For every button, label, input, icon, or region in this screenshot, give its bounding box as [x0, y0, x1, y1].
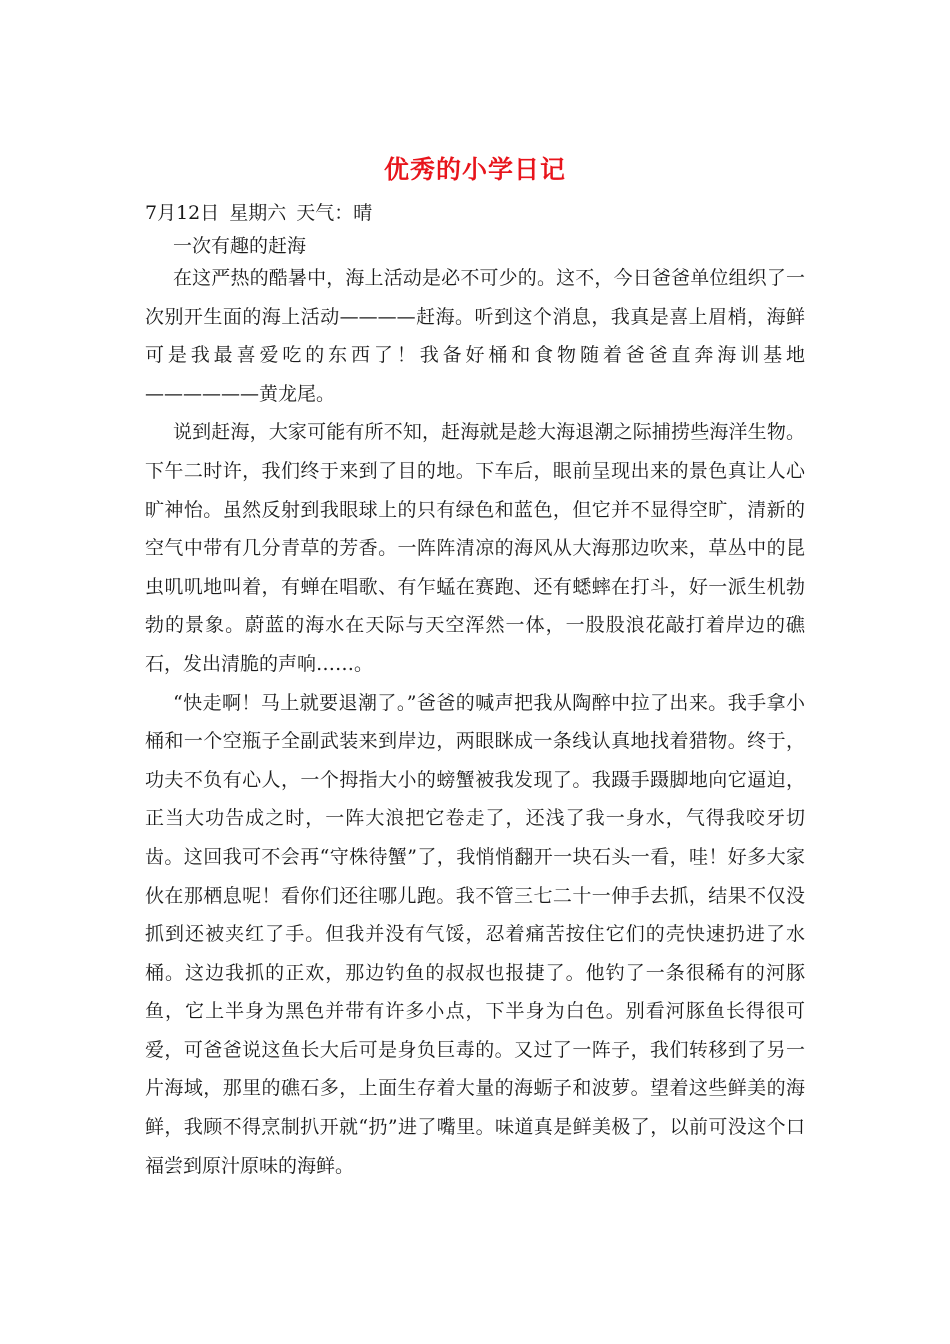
diary-subtitle: 一次有趣的赶海 — [173, 235, 307, 257]
paragraph: “快走啊！马上就要退潮了。”爸爸的喊声把我从陶醉中拉了出来。我手拿小桶和一个空瓶子全副武装来到岸边，两眼眯成一条线认真地找着猎物。终于，功夫不负有心人，一个拇指大小的螃蟹被我发现了。我蹑手蹑脚地向它逼迫，正当大功告成之时，一阵大浪把它卷走了，还浅了我一身水，气得我咬牙切齿。这回我可不会再“守株待蟹”了，我悄悄翻开一块石头一看，哇！好多大家伙在那栖息呢！看你们还往哪儿跑。我不管三七二十一伸手去抓，结果不仅没抓到还被夹红了手。但我并没有气馁，忍着痛苦按住它们的壳快速扔进了水桶。这边我抓的正欢，那边钓鱼的叔叔也报捷了。他钓了一条很稀有的河豚鱼，它上半身为黑色并带有许多小点，下半身为白色。别看河豚鱼长得很可爱，可爸爸说这鱼长大后可是身负巨毒的。又过了一阵子，我们转移到了另一片海域，那里的礁石多，上面生存着大量的海蛎子和波萝。望着这些鲜美的海鲜，我顾不得烹制扒开就“扔”进了嘴里。味道真是鲜美极了，以前可没这个口福尝到原汁原味的海鲜。 — [145, 691, 805, 1177]
document-title: 优秀的小学日记 — [383, 155, 566, 184]
paragraph: 说到赶海，大家可能有所不知，赶海就是趁大海退潮之际捕捞些海洋生物。下午二时许，我们终于来到了目的地。下车后，眼前呈现出来的景色真让人心旷神怡。虽然反射到我眼球上的只有绿色和蓝色，但它并不显得空旷，清新的空气中带有几分青草的芳香。一阵阵清凉的海风从大海那边吹来，草丛中的昆虫叽叽地叫着，有蝉在唱歌、有乍蜢在赛跑、还有蟋蟀在打斗，好一派生机勃勃的景象。蔚蓝的海水在天际与天空浑然一体，一股股浪花敲打着岸边的礁石，发出清脆的声响……。 — [145, 421, 805, 675]
diary-body — [145, 259, 805, 1185]
diary-weekday: 星期六 — [229, 202, 287, 224]
diary-weather: 天气：晴 — [296, 202, 373, 224]
diary-header — [145, 198, 382, 228]
diary-date: 7月12日 — [145, 202, 220, 224]
paragraph: 在这严热的酷暑中，海上活动是必不可少的。这不，今日爸爸单位组织了一次别开生面的海上活动————赶海。听到这个消息，我真是喜上眉梢，海鲜可是我最喜爱吃的东西了！我备好桶和食物随着爸爸直奔海训基地——————黄龙尾。 — [145, 267, 805, 405]
